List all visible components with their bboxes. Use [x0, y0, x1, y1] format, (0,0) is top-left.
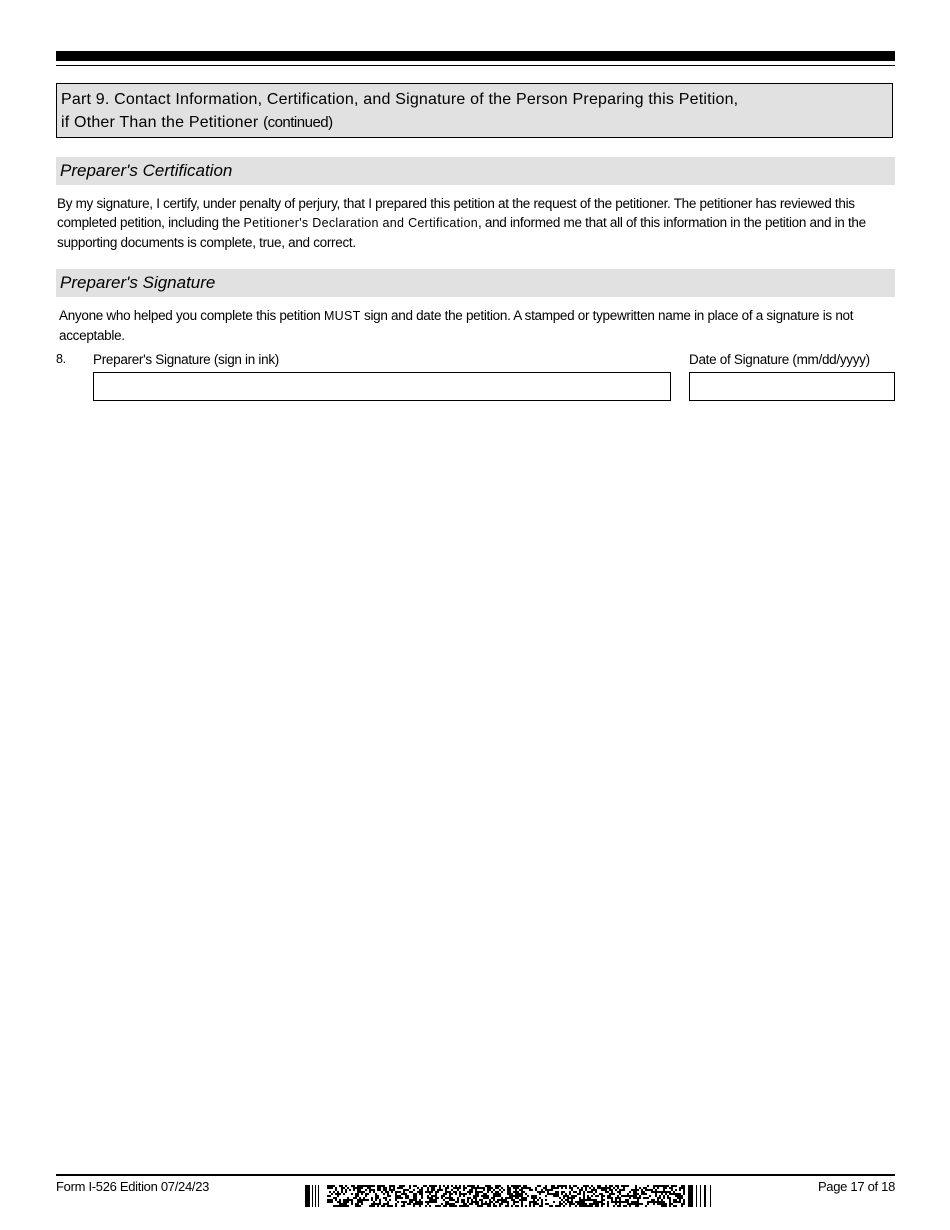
barcode — [305, 1185, 713, 1207]
signature-label: Preparer's Signature (sign in ink) — [93, 352, 279, 367]
signature-instructions: Anyone who helped you complete this petition MUST sign and date the petition. A stamped or typewritten name in place of a signature is not acceptable. — [59, 308, 854, 343]
date-of-signature-field[interactable] — [689, 372, 895, 401]
section-heading-signature: Preparer's Signature — [56, 269, 895, 297]
page-number: Page 17 of 18 — [817, 1179, 895, 1194]
section-heading-certification: Preparer's Certification — [56, 157, 895, 185]
preparer-signature-field[interactable] — [93, 372, 671, 401]
part-header — [56, 83, 893, 138]
top-rule-thin — [56, 65, 895, 66]
item-number: 8. — [56, 352, 66, 366]
part-continued: (continued) — [263, 114, 333, 131]
footer-rule — [56, 1174, 895, 1176]
part-title-line2: if Other Than the Petitioner — [61, 114, 259, 131]
part-title-line1: Part 9. Contact Information, Certification, and Signature of the Person Preparing this Petition, — [61, 91, 739, 108]
certification-text: By my signature, I certify, under penalty of perjury, that I prepared this petition at the request of the petitioner. The petitioner has reviewed this completed petition, including the Petitioner's Declaration and Certification, and informed me that all of this information in the petition and in the supporting documents is complete, true, and correct. — [57, 196, 866, 250]
form-edition: Form I-526 Edition 07/24/23 — [56, 1179, 210, 1194]
top-rule-thick — [56, 51, 895, 61]
date-label: Date of Signature (mm/dd/yyyy) — [689, 352, 870, 367]
